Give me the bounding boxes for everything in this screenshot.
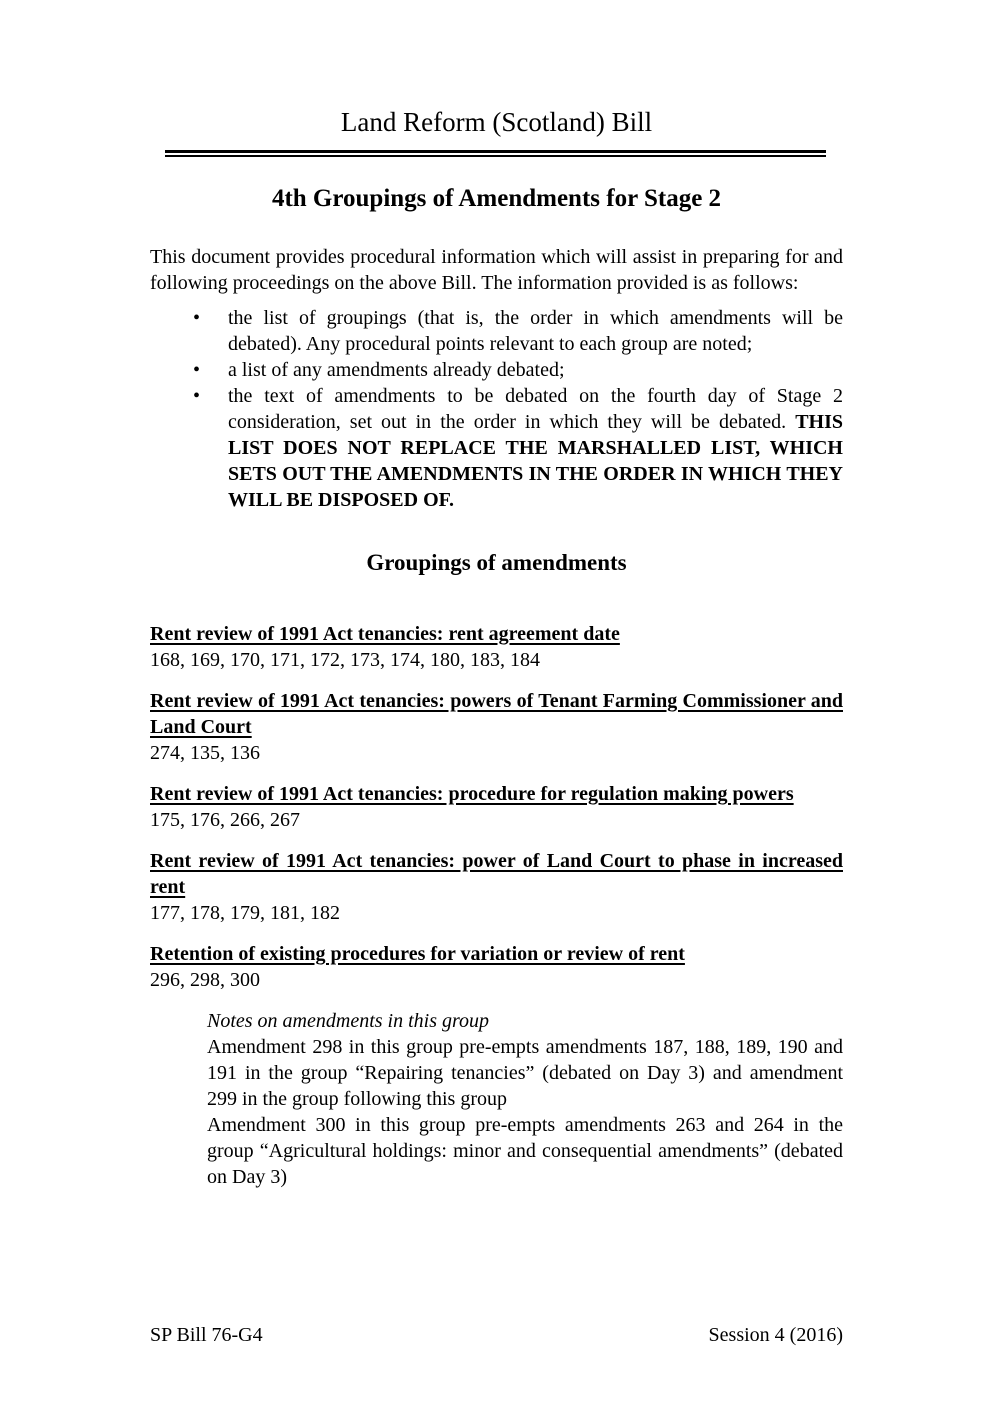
page-title: Land Reform (Scotland) Bill <box>340 107 653 137</box>
group-heading: Rent review of 1991 Act tenancies: procedure for regulation making powers <box>150 783 794 805</box>
amendment-group <box>150 848 843 926</box>
note-paragraph: Amendment 298 in this group pre-empts amendments 187, 188, 189, 190 and 191 in the group “Repairing tenancies” (debated on Day 3) and amendment 299 in the group following this group <box>207 1036 843 1110</box>
groupings-list <box>150 621 843 993</box>
section-heading: Groupings of amendments <box>366 550 627 575</box>
bullet-icon: • <box>193 385 201 407</box>
intro-paragraph: This document provides procedural information which will assist in preparing for and following proceedings on the above Bill. The information provided is as follows: <box>150 246 843 294</box>
bullet-text-normal: the text of amendments to be debated on the fourth day of Stage 2 consideration, set out in the order in which they will be debated. <box>228 385 843 433</box>
group-heading: Retention of existing procedures for variation or review of rent <box>150 943 685 965</box>
group-heading: Rent review of 1991 Act tenancies: rent agreement date <box>150 623 620 645</box>
amendment-group <box>150 781 843 833</box>
bullet-icon: • <box>193 307 201 329</box>
bullet-text <box>228 357 843 383</box>
bullet-icon: • <box>193 359 201 381</box>
bullet-text-bold: THIS LIST DOES NOT REPLACE THE MARSHALLED LIST, WHICH SETS OUT THE AMENDMENTS IN THE ORDER IN WHICH THEY WILL BE DISPOSED OF. <box>228 411 843 511</box>
footer-session: Session 4 (2016) <box>708 1324 843 1346</box>
amendment-group <box>150 688 843 766</box>
group-heading: Rent review of 1991 Act tenancies: power of Land Court to phase in increased rent <box>150 850 843 898</box>
bullet-item <box>193 305 843 357</box>
title-divider <box>165 150 826 157</box>
bullet-text <box>228 383 843 513</box>
note-paragraph: Amendment 300 in this group pre-empts amendments 263 and 264 in the group “Agricultural holdings: minor and consequential amendments” (debated on Day 3) <box>207 1114 843 1188</box>
group-amendment-numbers: 274, 135, 136 <box>150 742 260 764</box>
bullet-item <box>193 357 843 383</box>
bullet-item <box>193 383 843 513</box>
group-amendment-numbers: 175, 176, 266, 267 <box>150 809 300 831</box>
footer-bill-reference: SP Bill 76-G4 <box>150 1324 263 1346</box>
amendment-group <box>150 621 843 673</box>
page-footer <box>150 1322 843 1348</box>
group-amendment-numbers: 177, 178, 179, 181, 182 <box>150 902 340 924</box>
group-amendment-numbers: 168, 169, 170, 171, 172, 173, 174, 180, 183, 184 <box>150 649 540 671</box>
notes-block <box>207 1008 843 1190</box>
bullet-list <box>150 305 843 513</box>
bullet-text <box>228 305 843 357</box>
doc-subtitle: 4th Groupings of Amendments for Stage 2 <box>271 185 722 212</box>
bullet-text-normal: a list of any amendments already debated; <box>228 359 565 381</box>
amendment-group <box>150 941 843 993</box>
group-amendment-numbers: 296, 298, 300 <box>150 969 260 991</box>
notes-title: Notes on amendments in this group <box>207 1010 490 1032</box>
group-heading: Rent review of 1991 Act tenancies: powers of Tenant Farming Commissioner and Land Court <box>150 690 843 738</box>
bullet-text-normal: the list of groupings (that is, the order in which amendments will be debated). Any procedural points relevant to each group are noted; <box>228 307 843 355</box>
